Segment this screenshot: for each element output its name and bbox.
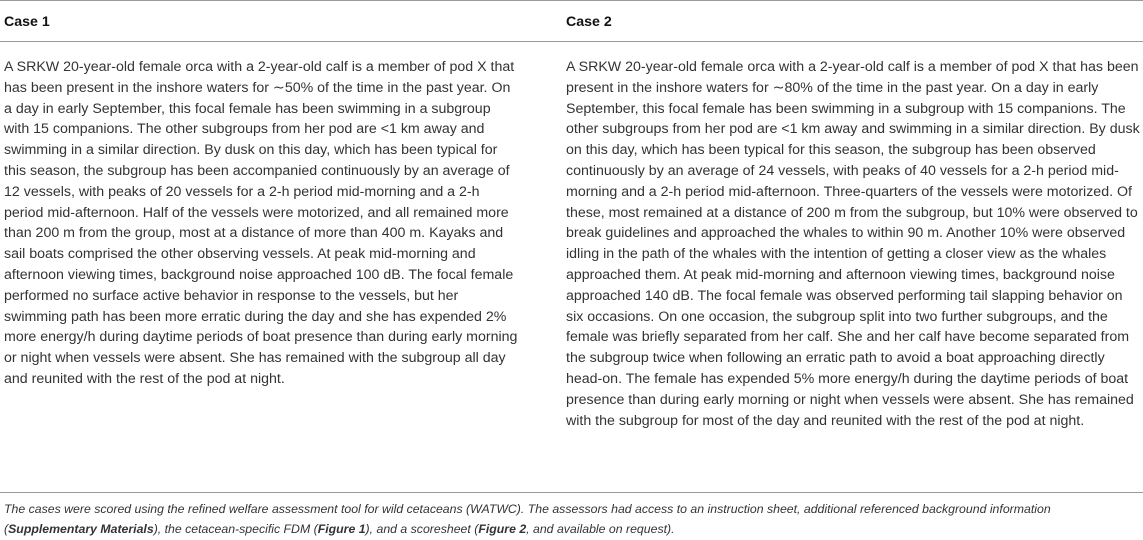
footnote-text: , and available on request). [526, 522, 675, 536]
footnote-link-supplementary[interactable]: Supplementary Materials [8, 522, 154, 536]
case-1-description: A SRKW 20-year-old female orca with a 2-year-old calf is a member of pod X that has been present in the inshore waters for ∼50% of the time in the past year. On a day in early September, this focal female has been swimming in a subgroup with 15 companions. The other subgroups from her pod are <1 km away and swimming in a similar direction. By dusk on this day, which has been typical for this season, the subgroup has been accompanied continuously by an average of 12 vessels, with peaks of 20 vessels for a 2-h period mid-morning and a 2-h period mid-afternoon. Half of the vessels were motorized, and all remained more than 200 m from the group, most at a distance of more than 400 m. Kayaks and sail boats comprised the other observing vessels. At peak mid-morning and afternoon viewing times, background noise approached 100 dB. The focal female performed no surface active behavior in response to the vessels, but her swimming path has been more erratic during the day and she has expended 2% more energy/h during daytime periods of boat presence than during early morning or night when vessels were absent. She has remained with the subgroup all day and reunited with the rest of the pod at night. [4, 59, 518, 387]
footnote-text: ), the cetacean-specific FDM ( [153, 522, 318, 536]
column-header-case-1: Case 1 [4, 14, 50, 30]
footnote-text: The cases were scored using the refined welfare assessment tool for wild cetaceans (WATWC). The assessors had access to an instruction sheet, additional referenced background information ( [4, 502, 1051, 536]
table-footnote [4, 499, 1140, 539]
footnote-text: ), and a scoresheet ( [365, 522, 479, 536]
footnote-link-figure-1[interactable]: Figure 1 [317, 522, 366, 536]
header-divider-rule [0, 41, 1143, 42]
footnote-link-figure-2[interactable]: Figure 2 [478, 522, 527, 536]
case-2-description: A SRKW 20-year-old female orca with a 2-year-old calf is a member of pod X that has been present in the inshore waters for ∼80% of the time in the past year. On a day in early September, this focal female has been swimming in a subgroup with 15 companions. The other subgroups from her pod are <1 km away and swimming in a similar direction. By dusk on this day, which has been typical for this season, the subgroup has been observed continuously by an average of 24 vessels, with peaks of 40 vessels for a 2-h period mid-morning and a 2-h period mid-afternoon. Three-quarters of the vessels were motorized. Of these, most remained at a distance of 200 m from the subgroup, but 10% were observed to break guidelines and approached the whales to within 90 m. Another 10% were observed idling in the path of the whales with the intention of getting a closer view as the whales approached them. At peak mid-morning and afternoon viewing times, background noise approached 140 dB. The focal female was observed performing tail slapping behavior on six occasions. On one occasion, the subgroup split into two further subgroups, and the female was briefly separated from her calf. She and her calf have become separated from the subgroup twice when following an erratic path to avoid a boat approaching directly head-on. The female has expended 5% more energy/h during the daytime periods of boat presence than during early morning or night when vessels were absent. She has remained with the subgroup for most of the day and reunited with the rest of the pod at night. [566, 59, 1140, 429]
column-header-case-2: Case 2 [566, 14, 612, 30]
table-top-rule [0, 0, 1143, 1]
table-bottom-rule [0, 492, 1143, 493]
